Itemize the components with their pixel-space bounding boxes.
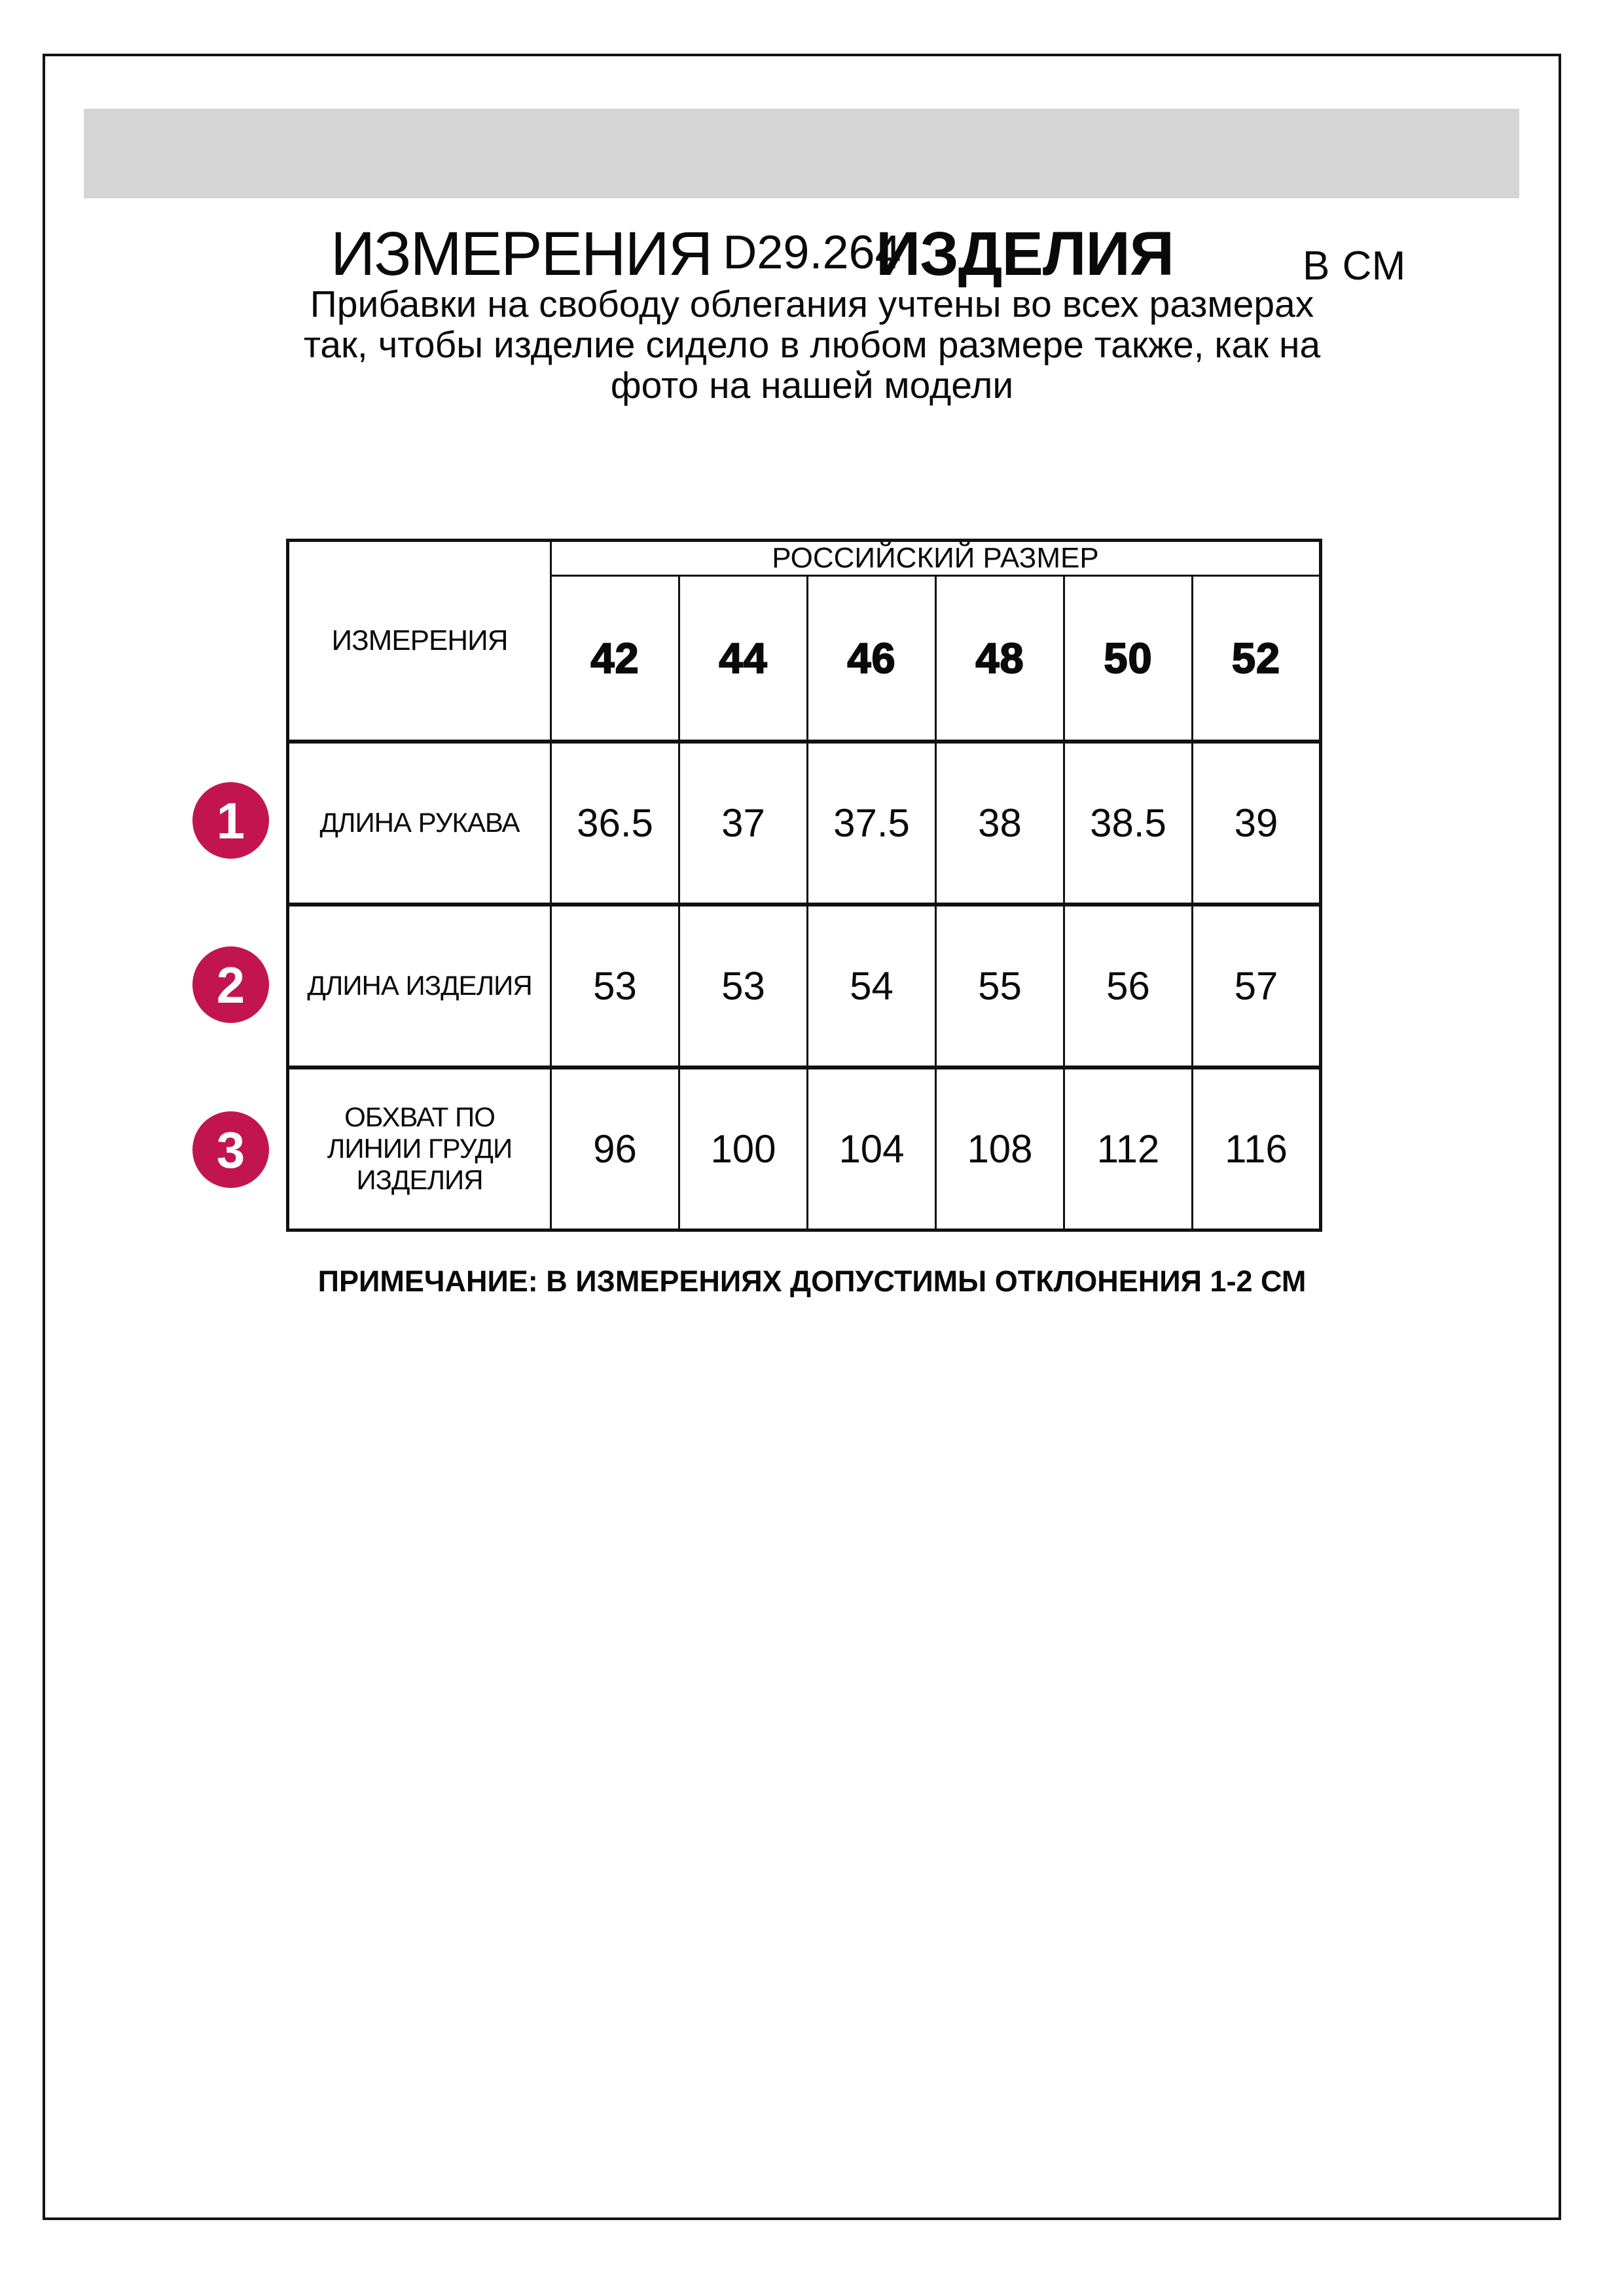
value-cell: 38.5 [1064,742,1193,905]
row-label: ОБХВАТ ПО ЛИНИИ ГРУДИ ИЗДЕЛИЯ [288,1067,551,1230]
size-header-cell: 42 [551,576,679,742]
table-row [288,742,1321,905]
header-title-word-regular: ИЗМЕРЕНИЯ [331,219,712,289]
value-cell: 96 [551,1067,679,1230]
intro-line: фото на нашей модели [610,365,1014,406]
table-row [288,1067,1321,1230]
header-title-word-bold: ИЗДЕЛИЯ [876,219,1174,289]
value-cell: 57 [1193,905,1321,1067]
value-cell: 56 [1064,905,1193,1067]
row-number-badge-1: 1 [192,782,269,859]
intro-line: Прибавки на свободу облегания учтены во всех размерах [310,283,1314,325]
table-row [288,905,1321,1067]
value-cell: 37.5 [808,742,936,905]
intro-paragraph [0,284,1624,406]
size-table [286,539,1322,1232]
value-cell: 100 [679,1067,808,1230]
row-label: ДЛИНА РУКАВА [288,742,551,905]
size-header-cell: 48 [936,576,1064,742]
value-cell: 112 [1064,1067,1193,1230]
size-header-cell: 52 [1193,576,1321,742]
table-corner-label: ИЗМЕРЕНИЯ [288,541,551,742]
value-cell: 36.5 [551,742,679,905]
article-code: D29.264 [723,226,901,279]
header-unit-label: В СМ [1303,243,1407,289]
size-header-cell: 46 [808,576,936,742]
value-cell: 108 [936,1067,1064,1230]
value-cell: 37 [679,742,808,905]
value-cell: 38 [936,742,1064,905]
intro-line: так, чтобы изделие сидело в любом размере также, как на [303,324,1321,366]
value-cell: 39 [1193,742,1321,905]
row-label: ДЛИНА ИЗДЕЛИЯ [288,905,551,1067]
note-text: ПРИМЕЧАНИЕ: В ИЗМЕРЕНИЯХ ДОПУСТИМЫ ОТКЛОНЕНИЯ 1-2 СМ [317,1265,1307,1298]
row-number-badge-3: 3 [192,1111,269,1188]
value-cell: 54 [808,905,936,1067]
value-cell: 55 [936,905,1064,1067]
row-number-badge-2: 2 [192,946,269,1023]
value-cell: 53 [679,905,808,1067]
size-header-cell: 44 [679,576,808,742]
table-row [288,541,1321,576]
value-cell: 53 [551,905,679,1067]
value-cell: 116 [1193,1067,1321,1230]
size-header-cell: 50 [1064,576,1193,742]
value-cell: 104 [808,1067,936,1230]
size-group-header: РОССИЙСКИЙ РАЗМЕР [551,541,1321,576]
